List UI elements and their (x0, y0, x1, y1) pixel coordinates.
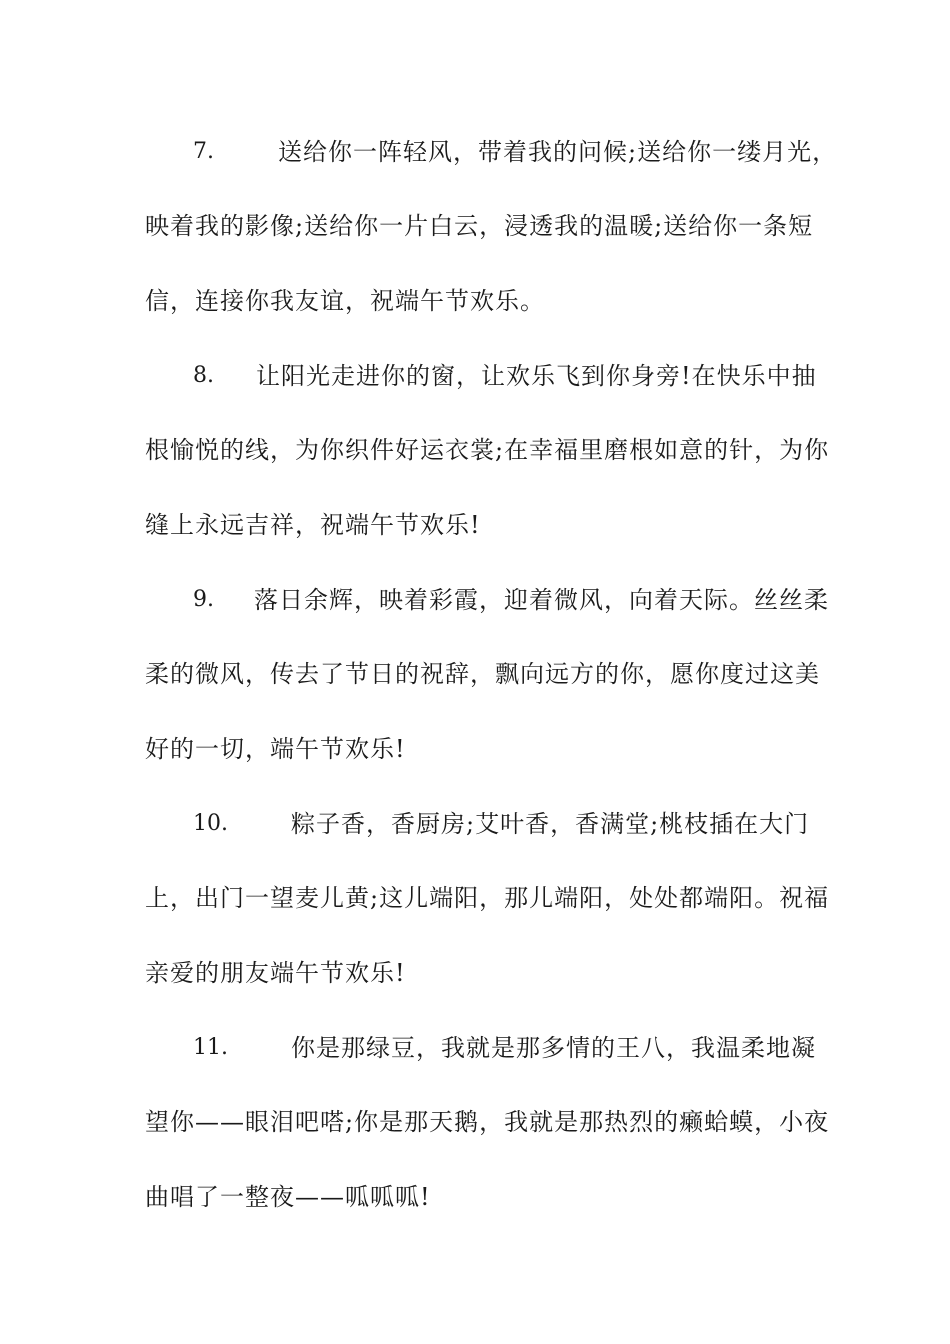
paragraph-line: 根愉悦的线，为你织件好运衣裳;在幸福里磨根如意的针，为你 (145, 436, 830, 464)
item-number: 8. (193, 363, 214, 388)
paragraph-line: 粽子香，香厨房;艾叶香，香满堂;桃枝插在大门 (291, 810, 810, 838)
paragraph-line: 信，连接你我友谊，祝端午节欢乐。 (145, 287, 545, 315)
item-number: 10. (193, 811, 228, 836)
item-number: 9. (193, 587, 214, 612)
paragraph-line: 亲爱的朋友端午节欢乐! (145, 959, 406, 987)
paragraph-line: 曲唱了一整夜——呱呱呱! (145, 1183, 431, 1211)
item-number: 11. (193, 1035, 228, 1060)
paragraph-line: 映着我的影像;送给你一片白云，浸透我的温暖;送给你一条短 (145, 212, 814, 240)
item-number: 7. (193, 139, 214, 164)
paragraph-line: 缝上永远吉祥，祝端午节欢乐! (145, 511, 481, 539)
paragraph-line: 让阳光走进你的窗，让欢乐飞到你身旁!在快乐中抽 (256, 362, 817, 390)
paragraph-line: 好的一切，端午节欢乐! (145, 735, 406, 763)
paragraph-line: 柔的微风，传去了节日的祝辞，飘向远方的你，愿你度过这美 (145, 660, 820, 688)
paragraph-line: 送给你一阵轻风，带着我的问候;送给你一缕月光， (278, 138, 838, 166)
paragraph-line: 望你——眼泪吧嗒;你是那天鹅，我就是那热烈的癞蛤蟆，小夜 (145, 1108, 830, 1136)
paragraph-line: 上，出门一望麦儿黄;这儿端阳，那儿端阳，处处都端阳。祝福 (145, 884, 830, 912)
paragraph-line: 你是那绿豆，我就是那多情的王八，我温柔地凝 (291, 1034, 816, 1062)
paragraph-line: 落日余辉，映着彩霞，迎着微风，向着天际。丝丝柔 (254, 586, 829, 614)
